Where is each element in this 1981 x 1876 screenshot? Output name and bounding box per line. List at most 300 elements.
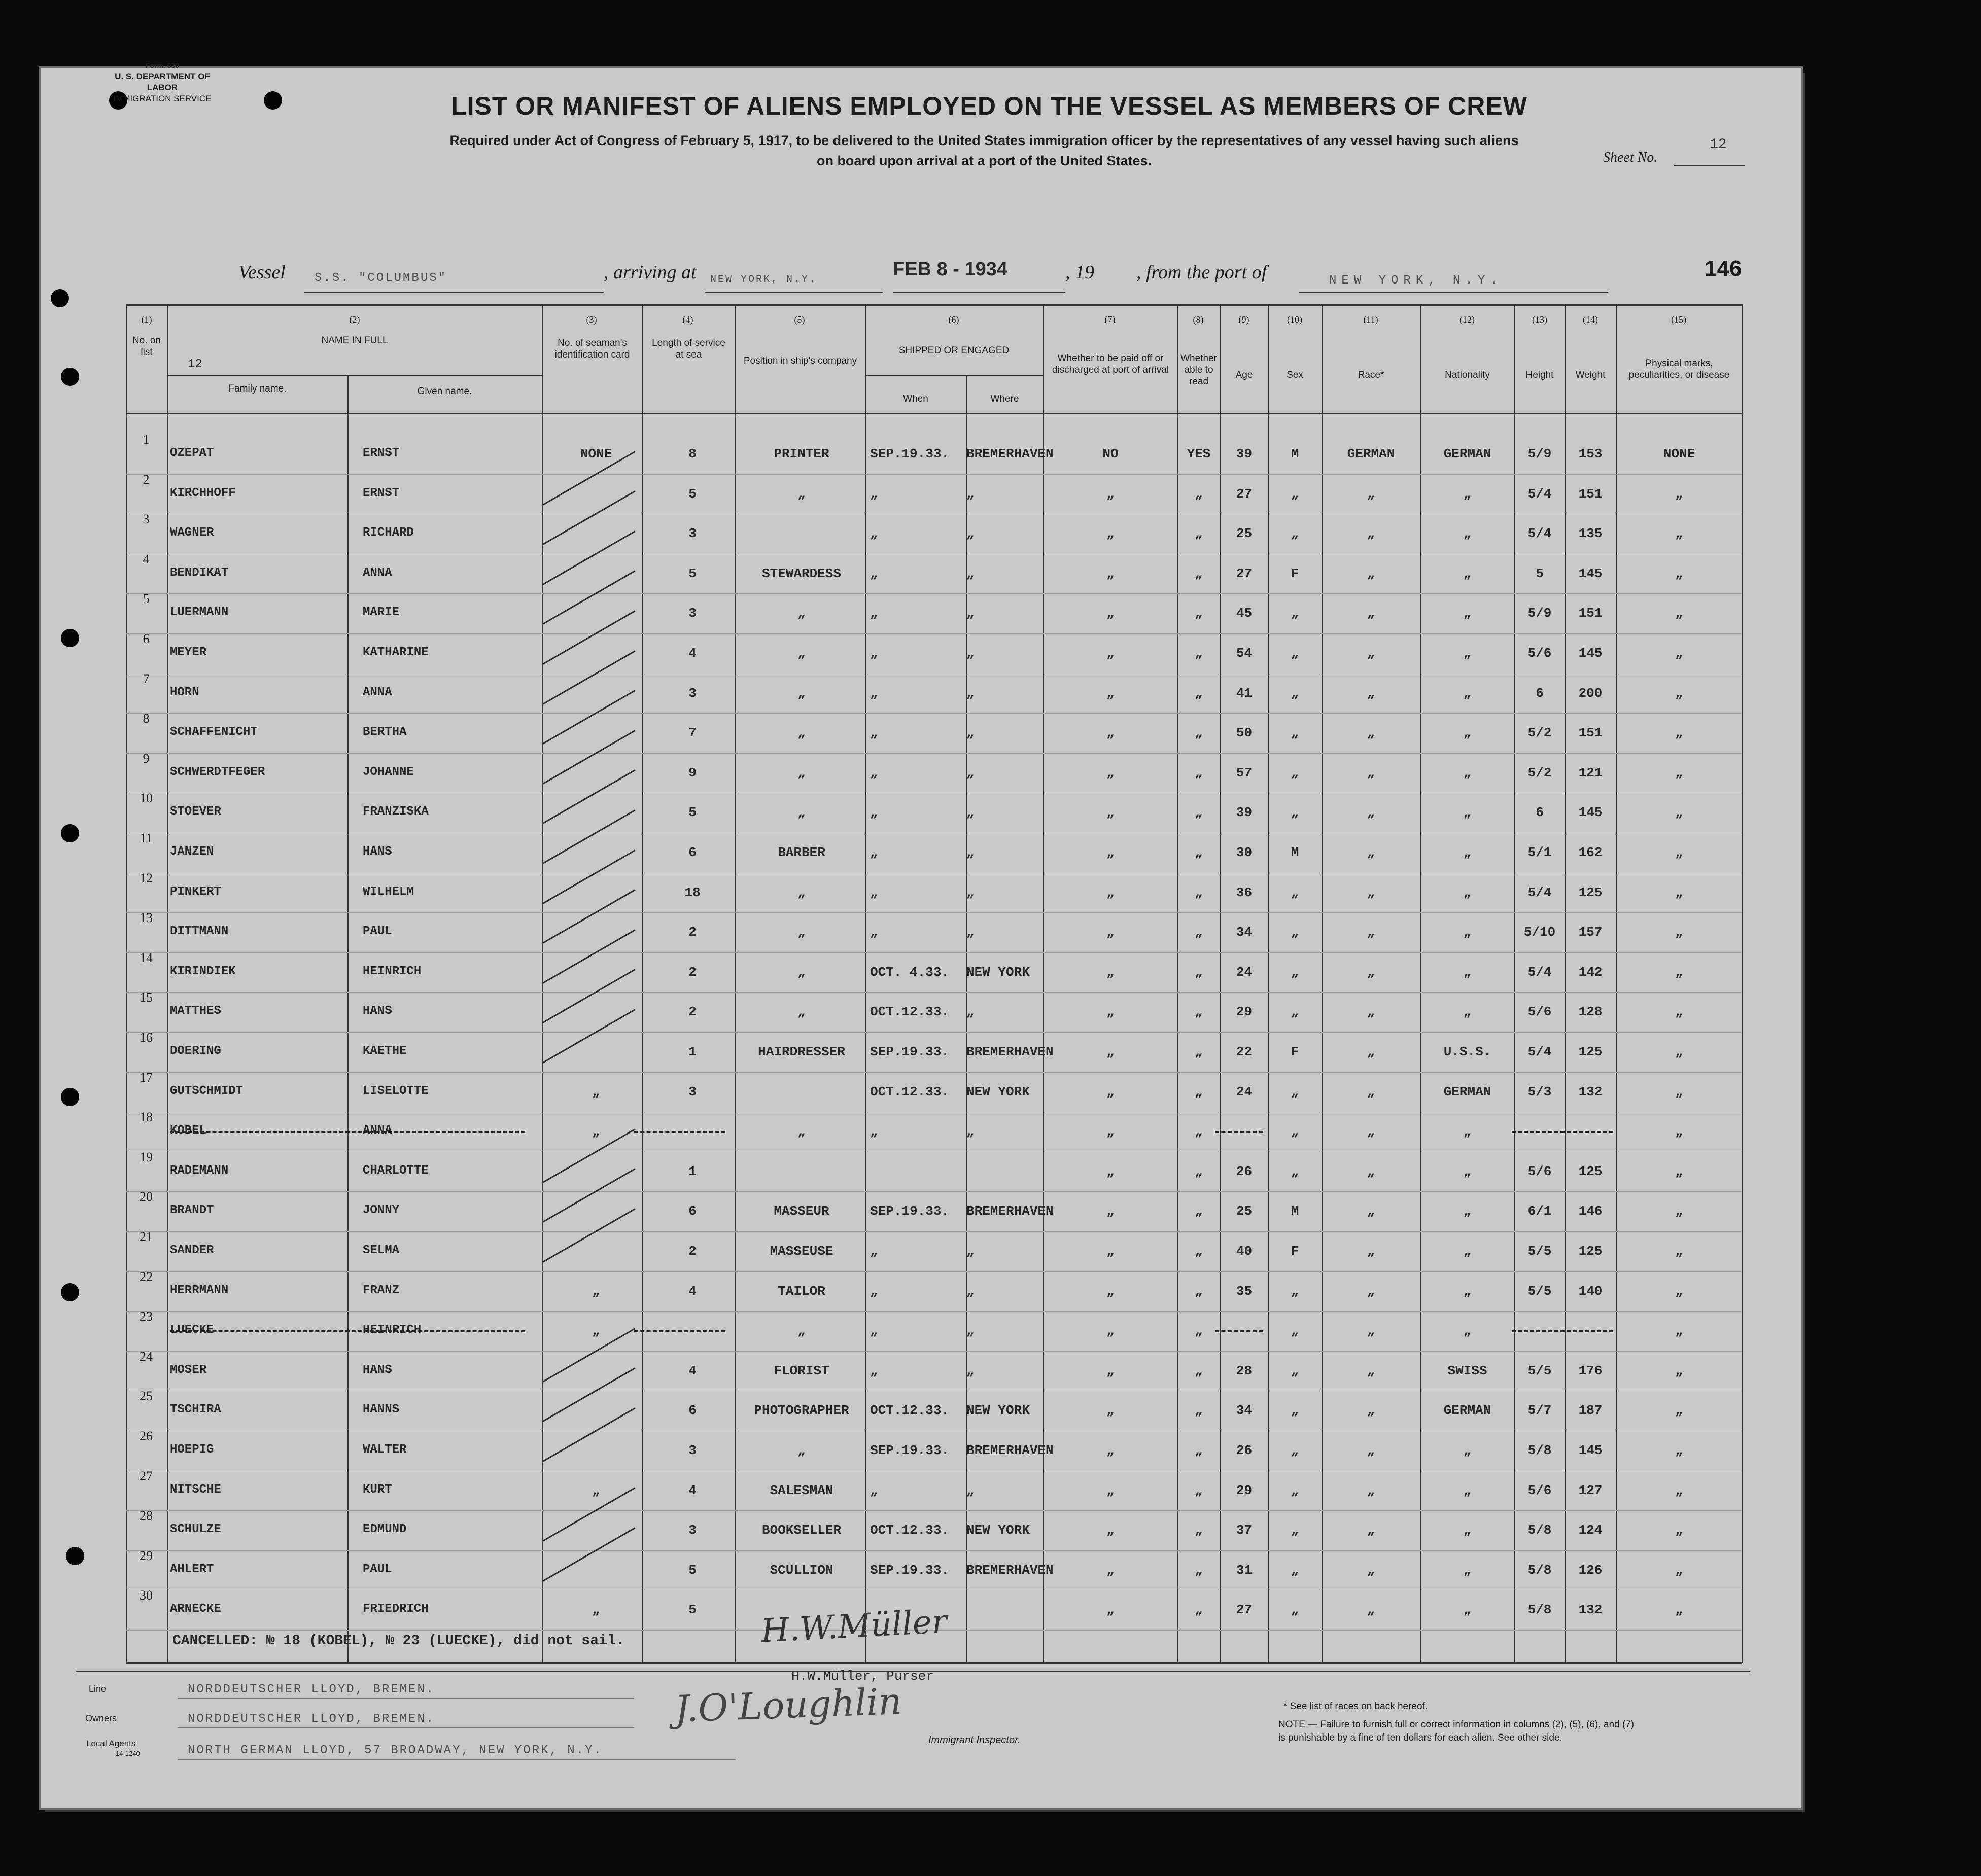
cell-given: FRANZISKA <box>363 805 429 819</box>
cell-nat: U.S.S. <box>1443 1044 1491 1059</box>
column-number: (2) <box>349 314 360 325</box>
cell-paid: „ <box>1106 1084 1115 1100</box>
cell-race: „ <box>1367 1323 1375 1339</box>
cell-height: 5/7 <box>1527 1403 1552 1419</box>
cell-weight: 145 <box>1578 646 1603 661</box>
page-stamp: 146 <box>1705 256 1742 281</box>
cell-paid: „ <box>1106 1204 1115 1219</box>
cell-race: „ <box>1367 606 1375 621</box>
cell-family: BRANDT <box>170 1204 214 1218</box>
length-service-header: Length of service at sea <box>652 338 725 360</box>
cell-sex: „ <box>1291 1283 1299 1299</box>
shipped-subheader-rule <box>865 375 1043 376</box>
cell-race: „ <box>1367 1562 1375 1578</box>
cell-paid: „ <box>1106 1403 1115 1419</box>
cell-sex: „ <box>1291 526 1299 542</box>
cell-paid: „ <box>1106 1163 1115 1179</box>
cell-race: „ <box>1367 925 1375 940</box>
cell-when: „ <box>870 1323 878 1339</box>
cell-age: 30 <box>1236 845 1253 860</box>
cell-sex: „ <box>1291 646 1299 661</box>
cell-pos: MASSEUSE <box>770 1244 833 1259</box>
cell-len: 1 <box>688 1163 697 1179</box>
cell-read: „ <box>1195 1084 1203 1100</box>
punch-hole <box>61 629 79 647</box>
cell-when: „ <box>870 805 878 821</box>
cell-height: 5/4 <box>1527 1044 1552 1059</box>
row-number: 2 <box>143 472 150 487</box>
cell-where: NEW YORK <box>966 1523 1030 1538</box>
nationality-header: Nationality <box>1445 370 1490 380</box>
cell-sex: „ <box>1291 805 1299 821</box>
vessel-label: Vessel <box>238 262 286 283</box>
sex-header: Sex <box>1287 370 1303 380</box>
cell-weight: 124 <box>1578 1523 1603 1538</box>
cell-race: „ <box>1367 1482 1375 1498</box>
cell-weight: 151 <box>1578 606 1603 621</box>
row-number: 14 <box>140 950 153 965</box>
cell-marks: „ <box>1675 964 1683 980</box>
footnote-note: NOTE — Failure to furnish full or correct information in columns (2), (5), (6), and (7) <box>1278 1719 1635 1730</box>
cell-paid: „ <box>1106 845 1115 860</box>
cell-weight: 127 <box>1578 1482 1603 1498</box>
cell-len: 3 <box>688 606 697 621</box>
cell-marks: „ <box>1675 1044 1683 1059</box>
cell-marks: „ <box>1675 1523 1683 1538</box>
cell-paid: „ <box>1106 486 1115 502</box>
cell-given: SELMA <box>363 1244 400 1257</box>
cell-pos: „ <box>797 964 806 980</box>
column-number: (8) <box>1193 314 1204 325</box>
column-number: (15) <box>1671 314 1686 325</box>
cell-len: 4 <box>688 1283 697 1299</box>
cell-when: SEP.19.33. <box>870 1443 950 1458</box>
row-number: 12 <box>140 870 153 886</box>
cell-age: 41 <box>1236 685 1253 701</box>
cell-where: „ <box>966 1283 975 1299</box>
cell-nat: „ <box>1463 884 1472 900</box>
cell-given: KURT <box>363 1482 392 1497</box>
grid-bottom-rule <box>126 1662 1742 1664</box>
cell-age: 25 <box>1236 1204 1253 1219</box>
cell-when: „ <box>870 486 878 502</box>
cell-age: 24 <box>1236 1084 1253 1100</box>
cell-race: „ <box>1367 1124 1375 1140</box>
subtitle-line-1: Required under Act of Congress of February 5, 1917, to be delivered to the United States immigration officer by the representatives of any vessel having such aliens <box>449 133 1519 148</box>
cell-marks: „ <box>1675 1403 1683 1419</box>
column-divider <box>1043 304 1044 1663</box>
arriving-label: , arriving at <box>604 262 697 283</box>
cell-nat: „ <box>1463 646 1472 661</box>
cell-sex: „ <box>1291 925 1299 940</box>
row-rule <box>126 713 1742 714</box>
cell-family: PINKERT <box>170 884 221 899</box>
cell-marks: „ <box>1675 725 1683 741</box>
cell-sex: „ <box>1291 1323 1299 1339</box>
cell-read: „ <box>1195 1244 1203 1259</box>
cell-race: „ <box>1367 805 1375 821</box>
cell-given: BERTHA <box>363 725 407 739</box>
cell-len: 3 <box>688 685 697 701</box>
cell-nat: „ <box>1463 725 1472 741</box>
cell-sex: „ <box>1291 1163 1299 1179</box>
cell-weight: 140 <box>1578 1283 1603 1299</box>
column-divider <box>1322 304 1323 1663</box>
cell-race: „ <box>1367 884 1375 900</box>
cell-paid: „ <box>1106 1363 1115 1378</box>
cell-age: 29 <box>1236 1482 1253 1498</box>
cell-where: „ <box>966 884 975 900</box>
inspector-label: Immigrant Inspector. <box>928 1735 1021 1746</box>
cell-given: JOHANNE <box>363 765 414 779</box>
column-divider <box>642 304 643 1663</box>
cell-given: HANNS <box>363 1403 400 1417</box>
cell-when: „ <box>870 925 878 940</box>
cell-height: 5/5 <box>1527 1283 1552 1299</box>
cell-paid: „ <box>1106 1523 1115 1538</box>
column-divider <box>1565 304 1566 1663</box>
family-name-header: Family name. <box>228 383 287 394</box>
sheet-no-label: Sheet No. <box>1603 150 1658 165</box>
read-header: Whether able to read <box>1180 353 1217 387</box>
cell-race: „ <box>1367 1363 1375 1378</box>
cell-when: „ <box>870 845 878 860</box>
cell-weight: 157 <box>1578 925 1603 940</box>
cell-marks: „ <box>1675 845 1683 860</box>
column-number: (1) <box>141 314 152 325</box>
cell-where: NEW YORK <box>966 1084 1030 1100</box>
cell-read: „ <box>1195 526 1203 542</box>
cell-read: „ <box>1195 1482 1203 1498</box>
row-rule <box>126 1351 1742 1352</box>
cell-when: „ <box>870 646 878 661</box>
cell-marks: „ <box>1675 1004 1683 1020</box>
cell-read: „ <box>1195 765 1203 781</box>
cell-height: 5/8 <box>1527 1443 1552 1458</box>
cell-weight: 125 <box>1578 1163 1603 1179</box>
cell-nat: GERMAN <box>1443 446 1491 462</box>
cell-sex: F <box>1291 1244 1299 1259</box>
cell-marks: „ <box>1675 765 1683 781</box>
cell-when: „ <box>870 526 878 542</box>
cell-given: ANNA <box>363 565 392 580</box>
cell-family: KIRCHHOFF <box>170 486 236 500</box>
cell-family: AHLERT <box>170 1562 214 1576</box>
cell-len: 5 <box>688 565 697 581</box>
cell-weight: 145 <box>1578 565 1603 581</box>
cell-sex: „ <box>1291 964 1299 980</box>
cell-pos: BOOKSELLER <box>761 1523 842 1538</box>
cell-nat: „ <box>1463 606 1472 621</box>
cell-race: „ <box>1367 765 1375 781</box>
cell-when: OCT. 4.33. <box>870 964 950 980</box>
cell-len: 4 <box>688 646 697 661</box>
cell-age: 34 <box>1236 925 1253 940</box>
cell-marks: „ <box>1675 1204 1683 1219</box>
cell-nat: GERMAN <box>1443 1403 1491 1419</box>
cell-age: 22 <box>1236 1044 1253 1059</box>
cell-given: EDMUND <box>363 1523 407 1537</box>
cell-len: 5 <box>688 1562 697 1578</box>
cell-height: 5/4 <box>1527 526 1552 542</box>
row-number: 17 <box>140 1070 153 1085</box>
cell-where: NEW YORK <box>966 964 1030 980</box>
cell-sex: „ <box>1291 1562 1299 1578</box>
row-number: 7 <box>143 671 150 686</box>
row-number: 24 <box>140 1349 153 1364</box>
cell-paid: „ <box>1106 1124 1115 1140</box>
cell-height: 5/10 <box>1523 925 1556 940</box>
cell-race: „ <box>1367 565 1375 581</box>
cell-len: 1 <box>688 1044 697 1059</box>
name-note: 12 <box>188 358 202 371</box>
cell-read: „ <box>1195 1004 1203 1020</box>
cell-card: „ <box>592 1084 600 1100</box>
arriving-at: NEW YORK, N.Y. <box>710 274 817 286</box>
cell-sex: F <box>1291 565 1299 581</box>
cell-age: 36 <box>1236 884 1253 900</box>
cell-given: ANNA <box>363 1124 392 1138</box>
cell-pos: „ <box>797 606 806 621</box>
cell-race: „ <box>1367 1523 1375 1538</box>
cell-given: HANS <box>363 1004 392 1018</box>
cell-race: „ <box>1367 1163 1375 1179</box>
column-number: (13) <box>1532 314 1547 325</box>
cell-race: „ <box>1367 964 1375 980</box>
cell-sex: „ <box>1291 606 1299 621</box>
row-rule <box>126 912 1742 913</box>
cell-family: BENDIKAT <box>170 565 229 580</box>
column-number: (5) <box>794 314 805 325</box>
cell-age: 25 <box>1236 526 1253 542</box>
row-number: 29 <box>140 1548 153 1563</box>
cell-sex: „ <box>1291 765 1299 781</box>
cell-when: SEP.19.33. <box>870 446 950 462</box>
row-number: 8 <box>143 711 150 726</box>
cell-where: BREMERHAVEN <box>966 1443 1054 1458</box>
cell-family: SCHULZE <box>170 1523 221 1537</box>
cell-nat: „ <box>1463 805 1472 821</box>
cell-read: „ <box>1195 1363 1203 1378</box>
cell-given: PAUL <box>363 925 392 939</box>
cell-nat: „ <box>1463 685 1472 701</box>
cancelled-strike <box>634 1131 725 1133</box>
cell-marks: NONE <box>1663 446 1695 462</box>
purser-signature: H.W.Müller <box>760 1603 948 1650</box>
cell-given: CHARLOTTE <box>363 1163 429 1178</box>
row-number: 30 <box>140 1588 153 1603</box>
cell-where: BREMERHAVEN <box>966 1204 1054 1219</box>
cell-read: „ <box>1195 845 1203 860</box>
cell-weight: 200 <box>1578 685 1603 701</box>
cell-len: 6 <box>688 1403 697 1419</box>
cell-paid: „ <box>1106 1004 1115 1020</box>
cell-marks: „ <box>1675 1084 1683 1100</box>
cell-read: „ <box>1195 1283 1203 1299</box>
cell-height: 5/4 <box>1527 884 1552 900</box>
age-header: Age <box>1235 370 1253 380</box>
cell-race: „ <box>1367 1204 1375 1219</box>
cell-when: „ <box>870 685 878 701</box>
cell-pos: HAIRDRESSER <box>758 1044 845 1059</box>
cell-family: MATTHES <box>170 1004 221 1018</box>
cell-read: YES <box>1187 446 1211 462</box>
cell-family: ARNECKE <box>170 1602 221 1616</box>
cell-pos: „ <box>797 685 806 701</box>
sheet-no-value: 12 <box>1710 137 1727 153</box>
cell-marks: „ <box>1675 1323 1683 1339</box>
cell-marks: „ <box>1675 1363 1683 1378</box>
cell-height: 5/4 <box>1527 964 1552 980</box>
cell-pos: „ <box>797 925 806 940</box>
cell-race: „ <box>1367 1244 1375 1259</box>
cancelled-strike <box>1512 1131 1613 1133</box>
cell-len: 7 <box>688 725 697 741</box>
row-number: 25 <box>140 1389 153 1404</box>
cell-len: 3 <box>688 1084 697 1100</box>
column-divider <box>1420 304 1421 1663</box>
cell-len: 8 <box>688 446 697 462</box>
cancelled-note: CANCELLED: № 18 (KOBEL), № 23 (LUECKE), did not sail. <box>172 1633 624 1649</box>
cell-paid: „ <box>1106 1283 1115 1299</box>
cell-paid: „ <box>1106 606 1115 621</box>
cell-nat: „ <box>1463 845 1472 860</box>
cell-nat: „ <box>1463 1204 1472 1219</box>
row-number: 21 <box>140 1229 153 1244</box>
cell-family: HERRMANN <box>170 1283 229 1297</box>
cell-read: „ <box>1195 1124 1203 1140</box>
cell-where: „ <box>966 526 975 542</box>
cell-read: „ <box>1195 1562 1203 1578</box>
row-number: 22 <box>140 1269 153 1284</box>
cell-sex: „ <box>1291 1403 1299 1419</box>
cell-when: OCT.12.33. <box>870 1004 950 1020</box>
purser-typed: H.W.Müller, Purser <box>791 1669 934 1684</box>
cell-sex: „ <box>1291 1602 1299 1618</box>
cell-paid: „ <box>1106 1482 1115 1498</box>
row-number: 15 <box>140 990 153 1005</box>
cell-marks: „ <box>1675 1124 1683 1140</box>
cell-len: 2 <box>688 925 697 940</box>
cell-height: 6/1 <box>1527 1204 1552 1219</box>
row-rule <box>126 1231 1742 1232</box>
cell-when: „ <box>870 1283 878 1299</box>
cell-family: WAGNER <box>170 526 214 540</box>
cell-paid: NO <box>1102 446 1119 462</box>
cell-height: 5/6 <box>1527 1482 1552 1498</box>
cell-card: „ <box>592 1283 600 1299</box>
cell-pos: „ <box>797 884 806 900</box>
cell-when: „ <box>870 884 878 900</box>
cell-pos: „ <box>797 805 806 821</box>
cell-age: 39 <box>1236 446 1253 462</box>
date-stamp: FEB 8 - 1934 <box>893 259 1007 280</box>
cell-age: 28 <box>1236 1363 1253 1378</box>
cell-race: „ <box>1367 486 1375 502</box>
cell-given: LISELOTTE <box>363 1084 429 1098</box>
cell-when: „ <box>870 565 878 581</box>
line-label: Line <box>89 1684 107 1694</box>
cell-weight: 135 <box>1578 526 1603 542</box>
row-rule <box>126 992 1742 993</box>
row-number: 26 <box>140 1429 153 1443</box>
cell-paid: „ <box>1106 1244 1115 1259</box>
cell-where: „ <box>966 1244 975 1259</box>
cell-nat: „ <box>1463 565 1472 581</box>
cell-sex: M <box>1291 845 1299 860</box>
column-divider <box>167 304 168 1663</box>
cell-given: JONNY <box>363 1204 400 1218</box>
cell-nat: SWISS <box>1447 1363 1487 1378</box>
cell-weight: 132 <box>1578 1602 1603 1618</box>
vessel-name: S.S. "COLUMBUS" <box>315 271 447 285</box>
cell-race: „ <box>1367 845 1375 860</box>
cell-weight: 176 <box>1578 1363 1603 1378</box>
cell-age: 39 <box>1236 805 1253 821</box>
cell-given: HEINRICH <box>363 1323 422 1337</box>
row-number: 11 <box>140 831 153 845</box>
cell-height: 5/6 <box>1527 1163 1552 1179</box>
cell-sex: F <box>1291 1044 1299 1059</box>
row-rule <box>126 1311 1742 1312</box>
cell-weight: 128 <box>1578 1004 1603 1020</box>
cell-card: „ <box>592 1482 600 1498</box>
row-number: 6 <box>143 631 150 646</box>
cell-given: HANS <box>363 1363 392 1377</box>
cell-pos: „ <box>797 725 806 741</box>
line-value: NORDDEUTSCHER LLOYD, BREMEN. <box>188 1683 435 1696</box>
cell-where: „ <box>966 685 975 701</box>
row-rule <box>126 1510 1742 1511</box>
cell-sex: „ <box>1291 1523 1299 1538</box>
cell-marks: „ <box>1675 1602 1683 1618</box>
cell-where: „ <box>966 925 975 940</box>
cell-when: „ <box>870 765 878 781</box>
row-rule <box>126 1550 1742 1551</box>
cell-given: KAETHE <box>363 1044 407 1058</box>
cell-age: 27 <box>1236 486 1253 502</box>
cell-weight: 142 <box>1578 964 1603 980</box>
cell-age: 40 <box>1236 1244 1253 1259</box>
cell-family: RADEMANN <box>170 1163 229 1178</box>
cell-race: „ <box>1367 1044 1375 1059</box>
cell-age: 34 <box>1236 1403 1253 1419</box>
cell-weight: 121 <box>1578 765 1603 781</box>
cell-card: „ <box>592 1124 600 1140</box>
cell-pos: FLORIST <box>774 1363 829 1378</box>
cell-age: 54 <box>1236 646 1253 661</box>
cell-len: 5 <box>688 805 697 821</box>
grid-top-rule <box>126 304 1742 306</box>
cell-age: 57 <box>1236 765 1253 781</box>
cell-paid: „ <box>1106 685 1115 701</box>
cell-age: 31 <box>1236 1562 1253 1578</box>
when-header: When <box>903 394 928 404</box>
cell-marks: „ <box>1675 884 1683 900</box>
cell-marks: „ <box>1675 1244 1683 1259</box>
cell-len: 5 <box>688 1602 697 1618</box>
cell-len: 3 <box>688 526 697 542</box>
cell-marks: „ <box>1675 565 1683 581</box>
row-rule <box>126 952 1742 953</box>
cell-len: 4 <box>688 1482 697 1498</box>
cancelled-strike <box>170 1131 525 1133</box>
cell-card: „ <box>592 1323 600 1339</box>
cell-sex: „ <box>1291 1124 1299 1140</box>
column-number: (14) <box>1583 314 1598 325</box>
cell-age: 27 <box>1236 1602 1253 1618</box>
race-header: Race* <box>1358 370 1384 380</box>
